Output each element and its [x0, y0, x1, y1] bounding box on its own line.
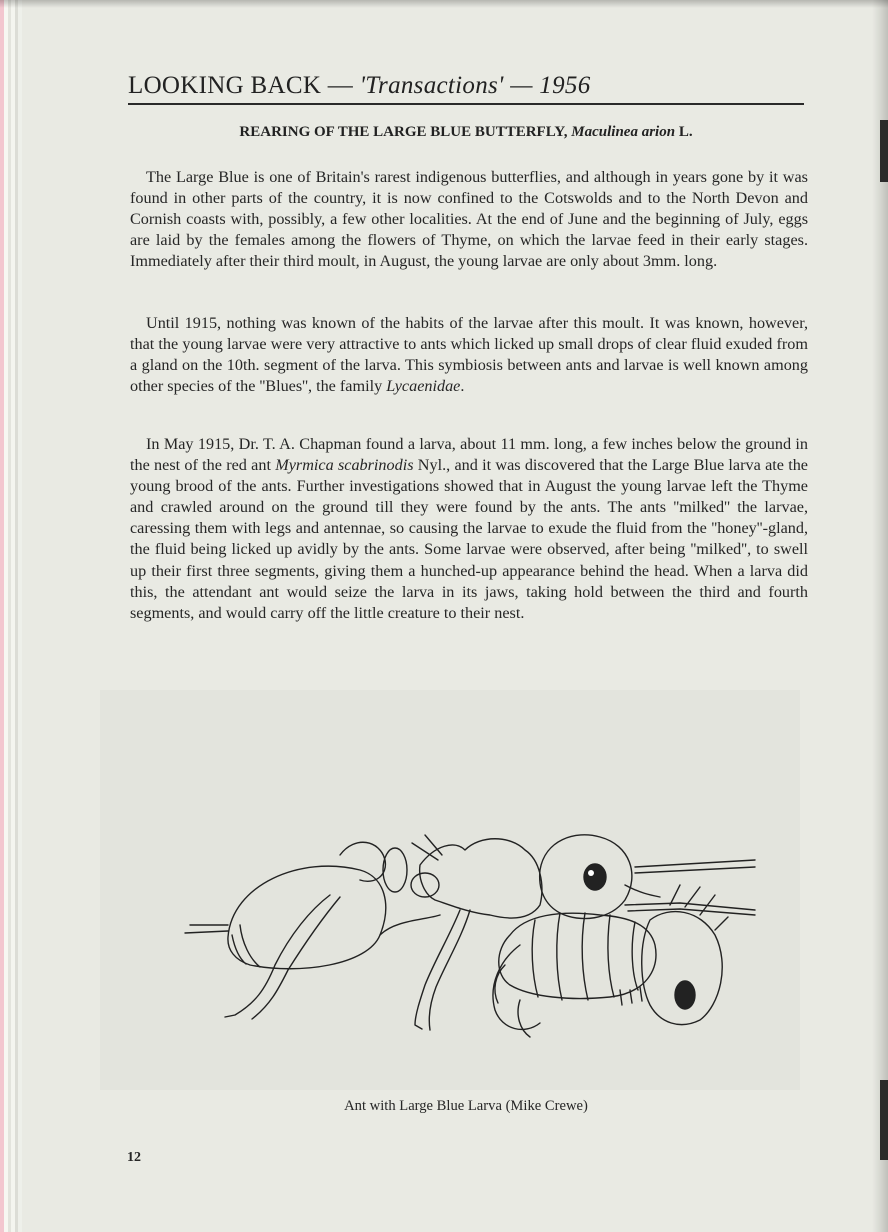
larva-segment	[532, 920, 538, 997]
larva-segment	[582, 913, 588, 1000]
ant-antenna	[625, 903, 755, 915]
ant-leg	[380, 915, 440, 935]
title-italic: 'Transactions' — 1956	[359, 72, 591, 99]
page-title	[128, 72, 804, 100]
page-edge	[0, 0, 22, 1232]
article-subtitle	[128, 124, 804, 141]
subtitle-prefix: REARING OF THE LARGE BLUE BUTTERFLY,	[239, 124, 572, 140]
paragraph-2	[130, 313, 808, 397]
page-right-tab	[880, 1080, 888, 1160]
page-top-shadow	[0, 0, 888, 8]
paragraph-3	[130, 434, 808, 624]
ant-leg	[415, 910, 460, 1029]
ant-leg	[429, 910, 470, 1030]
ant-tail	[185, 925, 228, 933]
paragraph-1: The Large Blue is one of Britain's rarest indigenous butterflies, and although in years gone by it was found in other parts of the country, it is now confined to the Cotswolds and to the North Devon and Cornish coasts with, possibly, a few other localities. At the end of June and the beginning of July, eggs are laid by the females among the flowers of Thyme, on which the larvae feed in their early stages. Immediately after their third moult, in August, the young larvae are only about 3mm. long.	[130, 168, 808, 271]
ant-larva-illustration	[180, 825, 780, 1040]
larva-segment	[608, 915, 614, 997]
ant-petiole	[340, 842, 385, 881]
paragraph-2-text: Until 1915, nothing was known of the habits of the larvae after this moult. It was known, however, that the young larvae were very attractive to ants which licked up small drops of clear fluid exuded from a gland on the 10th. segment of the larva. This symbiosis between ants and larvae is well known among other species of the ''Blues'', the family	[130, 314, 808, 396]
page-number: 12	[127, 1150, 141, 1165]
paragraph-2-family: Lycaenidae	[386, 377, 461, 396]
ant-node	[411, 873, 439, 897]
paragraph-2-end: .	[460, 377, 465, 396]
larva-spot	[675, 981, 695, 1009]
heading-rule	[128, 103, 804, 105]
ant-antenna	[635, 860, 755, 873]
larva-segment	[557, 913, 562, 1000]
larva-hairs	[670, 885, 728, 930]
larva-curl	[495, 965, 505, 1003]
ant-leg	[225, 895, 330, 1017]
larva-curl	[518, 1000, 530, 1037]
title-prefix: LOOKING BACK —	[128, 72, 360, 99]
paragraph-3-rest: Nyl., and it was discovered that the Large Blue larva ate the young brood of the ants. Further investigations showed that in August the young larvae left the Thyme and crawled around on the ground till they were found by the ants. The ants ''milked'' the larvae, caressing them with legs and antennae, so causing the larvae to exude the fluid from the ''honey''-gland, the fluid being licked up avidly by the ants. Some larvae were observed, after being ''milked'', to swell up their first three segments, giving them a hunched-up appearance behind the head. When a larva did this, the attendant ant would seize the larva in its jaws, taking hold between the third and fourth segments, and would carry off the little creature to their nest.	[130, 456, 808, 622]
figure-caption: Ant with Large Blue Larva (Mike Crewe)	[344, 1098, 588, 1114]
ant-eye	[584, 864, 606, 890]
paragraph-3-species: Myrmica scabrinodis	[275, 456, 414, 475]
page-right-shadow	[872, 0, 888, 1232]
larva-segment	[632, 922, 638, 990]
ant-leg	[252, 897, 340, 1019]
subtitle-suffix: L.	[675, 124, 693, 140]
page-right-tab	[880, 120, 888, 182]
ant-node	[383, 848, 407, 892]
paragraph-3-start: In May 1915, Dr. T. A. Chapman found a larva, about 11 mm. long, a few inches below the ground in the nest of the red ant	[130, 435, 808, 475]
larva-legs	[620, 987, 642, 1005]
subtitle-species: Maculinea arion	[571, 124, 676, 140]
